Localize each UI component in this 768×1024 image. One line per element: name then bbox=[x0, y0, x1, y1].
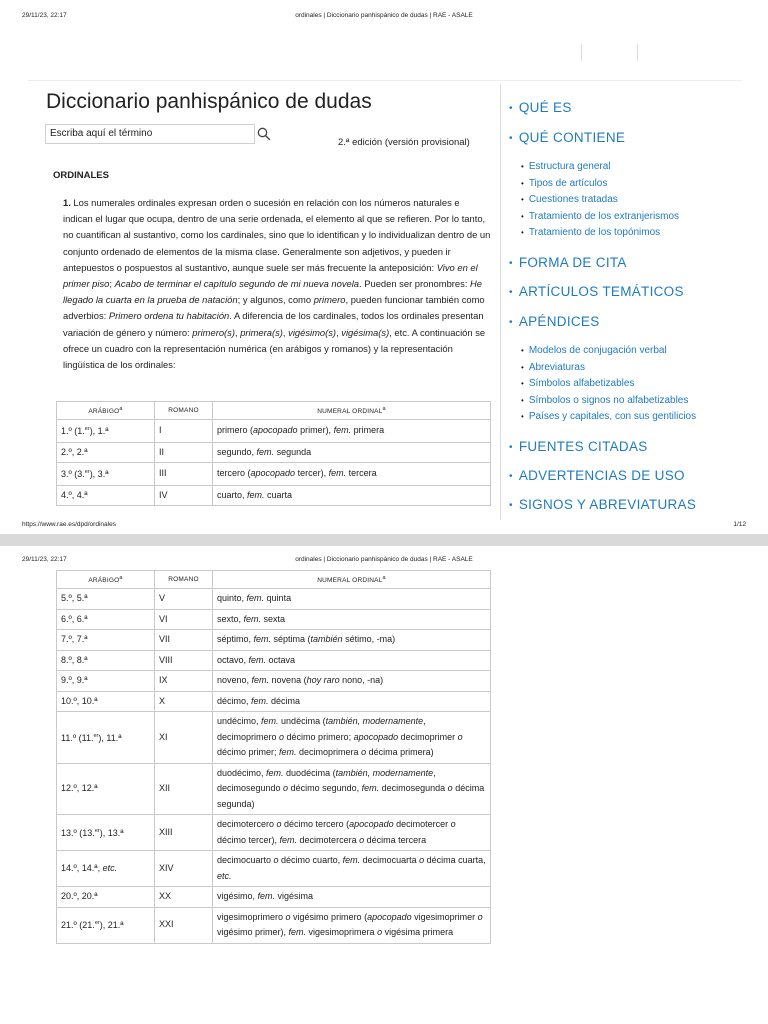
arabic-cell: 9.º, 9.ª bbox=[57, 671, 155, 692]
sidebar-section-link[interactable]: • SIGNOS Y ABREVIATURAS bbox=[509, 497, 697, 512]
ordinal-cell: vigésimo, fem. vigésima bbox=[213, 887, 491, 908]
ordinal-cell: sexto, fem. sexta bbox=[213, 609, 491, 630]
print-title: ordinales | Diccionario panhispánico de dudas | RAE - ASALE bbox=[295, 556, 473, 563]
table-row bbox=[57, 851, 491, 887]
table-row bbox=[57, 630, 491, 651]
roman-cell: XIII bbox=[155, 815, 213, 851]
table-row bbox=[57, 650, 491, 671]
sidebar-section-link[interactable]: • QUÉ CONTIENE bbox=[509, 130, 626, 145]
sidebar-subitem-link[interactable]: • Tipos de artículos bbox=[521, 177, 608, 189]
ordinals-table bbox=[56, 401, 491, 506]
ordinal-cell: undécimo, fem. undécima (también, modernamente, decimoprimero o décimo primero; apocopado decimoprimer o décimo primer; fem. decimoprimera o décima primera) bbox=[213, 712, 491, 764]
roman-cell: X bbox=[155, 691, 213, 712]
arabic-cell: 12.º, 12.ª bbox=[57, 763, 155, 815]
sidebar-section-link[interactable]: • ARTÍCULOS TEMÁTICOS bbox=[509, 284, 684, 299]
sidebar-subitem-link[interactable]: • Tratamiento de los topónimos bbox=[521, 227, 661, 238]
print-header bbox=[0, 12, 768, 22]
table-row bbox=[57, 763, 491, 815]
table-row bbox=[57, 691, 491, 712]
arabic-cell: 1.º (1.$^{er}$), 1.ª bbox=[57, 420, 155, 443]
toolbar-divider bbox=[581, 44, 582, 61]
table-row bbox=[57, 589, 491, 610]
table-row bbox=[57, 463, 491, 486]
ordinal-cell: segundo, fem. segunda bbox=[213, 442, 491, 463]
ordinal-cell: cuarto, fem. cuarta bbox=[213, 485, 491, 506]
sidebar-section-link[interactable]: • QUÉ ES bbox=[509, 100, 572, 115]
roman-cell: III bbox=[155, 463, 213, 486]
roman-cell: VI bbox=[155, 609, 213, 630]
arabic-cell: 3.º (3.$^{er}$), 3.ª bbox=[57, 463, 155, 486]
arabic-cell: 7.º, 7.ª bbox=[57, 630, 155, 651]
sidebar-subitem-link[interactable]: • Países y capitales, con sus gentilicios bbox=[521, 411, 697, 422]
ordinal-cell: noveno, fem. novena (hoy raro nono, -na) bbox=[213, 671, 491, 692]
print-date: 29/11/23, 22:17 bbox=[22, 12, 67, 19]
sidebar-section-link[interactable]: • ADVERTENCIAS DE USO bbox=[509, 468, 685, 483]
roman-cell: VIII bbox=[155, 650, 213, 671]
column-header: NUMERAL ORDINAL$^a$ bbox=[213, 571, 491, 589]
ordinal-cell: duodécimo, fem. duodécima (también, modernamente, decimosegundo o décimo segundo, fem. decimosegunda o décima segunda) bbox=[213, 763, 491, 815]
arabic-cell: 14.º, 14.ª, etc. bbox=[57, 851, 155, 887]
roman-cell: XXI bbox=[155, 907, 213, 943]
print-url: https://www.rae.es/dpd/ordinales bbox=[22, 521, 116, 528]
ordinal-cell: octavo, fem. octava bbox=[213, 650, 491, 671]
ordinal-cell: primero (apocopado primer), fem. primera bbox=[213, 420, 491, 443]
roman-cell: XX bbox=[155, 887, 213, 908]
arabic-cell: 13.º (13.$^{er}$), 13.ª bbox=[57, 815, 155, 851]
table-row bbox=[57, 609, 491, 630]
table-row bbox=[57, 420, 491, 443]
table-row bbox=[57, 907, 491, 943]
pdf-page-2 bbox=[0, 546, 768, 1024]
table-row bbox=[57, 887, 491, 908]
arabic-cell: 6.º, 6.ª bbox=[57, 609, 155, 630]
arabic-cell: 4.º, 4.ª bbox=[57, 485, 155, 506]
sidebar-subitem-link[interactable]: • Tratamiento de los extranjerismos bbox=[521, 210, 680, 222]
entry-paragraph: 1. Los numerales ordinales expresan orden o sucesión en relación con los números naturales e indican el lugar que ocupa, dentro de una serie ordenada, el elemento al que se refieren. Por lo tanto, no cuantifican al sustantivo, como los cardinales, sino que lo identifican y lo individualizan dentro de un conjunto ordenado de elementos de la misma clase. Generalmente son adjetivos, y pueden ir antepuestos o pospuestos al sustantivo, aunque suele ser más frecuente la anteposición: Vivo en el primer piso; Acabo de terminar el capítulo segundo de mi nueva novela. Pueden ser pronombres: He llegado la cuarta en la prueba de natación; y algunos, como primero, pueden funcionar también como adverbios: Primero ordena tu habitación. A diferencia de los cardinales, todos los ordinales presentan variación de género y número: primero(s), primera(s), vigésimo(s), vigésima(s), etc. A continuación se ofrece un cuadro con la representación numérica (en arábigos y romanos) y la representación lingüística de los ordinales: bbox=[63, 197, 491, 371]
page-title: Diccionario panhispánico de dudas bbox=[46, 90, 372, 113]
ordinal-cell: décimo, fem. décima bbox=[213, 691, 491, 712]
roman-cell: V bbox=[155, 589, 213, 610]
table-row bbox=[57, 442, 491, 463]
sidebar-section-link[interactable]: • FORMA DE CITA bbox=[509, 255, 627, 270]
column-header: ROMANO bbox=[155, 402, 213, 420]
table-row bbox=[57, 671, 491, 692]
roman-cell: VII bbox=[155, 630, 213, 651]
arabic-cell: 11.º (11.$^{er}$), 11.ª bbox=[57, 712, 155, 764]
print-date: 29/11/23, 22:17 bbox=[22, 556, 67, 563]
arabic-cell: 21.º (21.$^{er}$), 21.ª bbox=[57, 907, 155, 943]
roman-cell: XIV bbox=[155, 851, 213, 887]
entry-title: ORDINALES bbox=[53, 170, 109, 181]
print-footer bbox=[0, 521, 768, 531]
arabic-cell: 20.º, 20.ª bbox=[57, 887, 155, 908]
sidebar-section-link[interactable]: • APÉNDICES bbox=[509, 314, 600, 329]
sidebar-subitem-link[interactable]: • Símbolos alfabetizables bbox=[521, 378, 635, 389]
print-page-number: 1/12 bbox=[733, 521, 746, 528]
sidebar-subitem-link[interactable]: • Abreviaturas bbox=[521, 361, 585, 373]
ordinals-table-continued bbox=[56, 570, 491, 944]
header-separator bbox=[28, 80, 742, 81]
toolbar-divider bbox=[637, 44, 638, 61]
ordinal-cell: decimotercero o décimo tercero (apocopado decimotercer o décimo tercer), fem. decimotercera o décima tercera bbox=[213, 815, 491, 851]
table-row bbox=[57, 815, 491, 851]
ordinal-cell: vigesimoprimero o vigésimo primero (apocopado vigesimoprimer o vigésimo primer), fem. vigesimoprimera o vigésima primera bbox=[213, 907, 491, 943]
column-header: ARÁBIGO$^a$ bbox=[57, 571, 155, 589]
ordinal-cell: quinto, fem. quinta bbox=[213, 589, 491, 610]
roman-cell: IV bbox=[155, 485, 213, 506]
arabic-cell: 10.º, 10.ª bbox=[57, 691, 155, 712]
roman-cell: XII bbox=[155, 763, 213, 815]
arabic-cell: 2.º, 2.ª bbox=[57, 442, 155, 463]
sidebar-subitem-link[interactable]: • Símbolos o signos no alfabetizables bbox=[521, 394, 689, 406]
ordinal-cell: séptimo, fem. séptima (también sétimo, -ma) bbox=[213, 630, 491, 651]
ordinal-cell: tercero (apocopado tercer), fem. tercera bbox=[213, 463, 491, 486]
sidebar-subitem-link[interactable]: • Modelos de conjugación verbal bbox=[521, 345, 667, 356]
sidebar-subitem-link[interactable]: • Cuestiones tratadas bbox=[521, 194, 618, 205]
arabic-cell: 8.º, 8.ª bbox=[57, 650, 155, 671]
search-icon[interactable] bbox=[256, 126, 272, 142]
print-title: ordinales | Diccionario panhispánico de dudas | RAE - ASALE bbox=[295, 12, 473, 19]
table-row bbox=[57, 485, 491, 506]
roman-cell: IX bbox=[155, 671, 213, 692]
arabic-cell: 5.º, 5.ª bbox=[57, 589, 155, 610]
column-header: ARÁBIGO$^a$ bbox=[57, 402, 155, 420]
edition-label: 2.ª edición (versión provisional) bbox=[338, 137, 470, 148]
sidebar-divider bbox=[500, 84, 501, 520]
sidebar-section-link[interactable]: • FUENTES CITADAS bbox=[509, 439, 648, 454]
search-input[interactable]: Escriba aquí el término bbox=[45, 124, 255, 144]
roman-cell: I bbox=[155, 420, 213, 443]
column-header: NUMERAL ORDINAL$^a$ bbox=[213, 402, 491, 420]
roman-cell: II bbox=[155, 442, 213, 463]
table-row bbox=[57, 712, 491, 764]
ordinal-cell: decimocuarto o décimo cuarto, fem. decimocuarta o décima cuarta, etc. bbox=[213, 851, 491, 887]
column-header: ROMANO bbox=[155, 571, 213, 589]
sidebar-subitem-link[interactable]: • Estructura general bbox=[521, 161, 611, 172]
roman-cell: XI bbox=[155, 712, 213, 764]
print-header bbox=[0, 556, 768, 566]
